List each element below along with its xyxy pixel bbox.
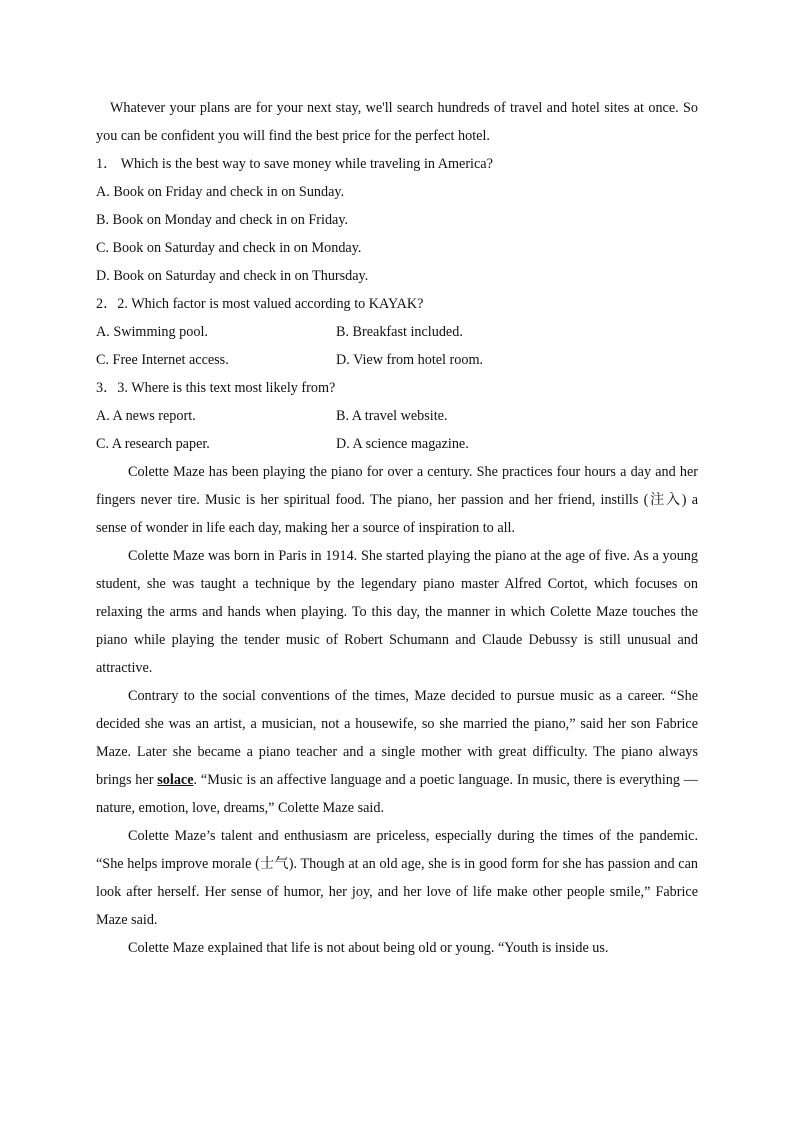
question-1-option-c: C. Book on Saturday and check in on Monday. — [96, 240, 362, 256]
question-1-option-a: A. Book on Friday and check in on Sunday. — [96, 184, 345, 200]
question-3-options-row-2 — [96, 430, 698, 458]
question-3-option-a: A. A news report. — [96, 408, 196, 424]
question-2-options-row-1 — [96, 318, 698, 346]
question-2-options-row-2 — [96, 346, 698, 374]
document-page — [96, 94, 698, 962]
intro-paragraph: Whatever your plans are for your next stay, we'll search hundreds of travel and hotel sites at once. So you can be confident you will find the best price for the perfect hotel. — [96, 100, 698, 144]
question-2-stem: 2．2. Which factor is most valued according to KAYAK? — [96, 296, 424, 312]
question-3-option-b: B. A travel website. — [336, 408, 448, 424]
question-1-option-d: D. Book on Saturday and check in on Thursday. — [96, 268, 369, 284]
question-3-options-row-1 — [96, 402, 698, 430]
passage-paragraph-5: Colette Maze explained that life is not about being old or young. “Youth is inside us. — [128, 940, 609, 956]
question-3-stem: 3．3. Where is this text most likely from? — [96, 380, 336, 396]
question-2-option-c: C. Free Internet access. — [96, 352, 229, 368]
question-3-option-c: C. A research paper. — [96, 436, 210, 452]
question-2-option-a: A. Swimming pool. — [96, 324, 208, 340]
paragraph-3-text-after: . “Music is an affective language and a poetic language. In music, there is everything —nature, emotion, love, dreams,” Colette Maze said. — [96, 772, 698, 816]
passage-paragraph-2: Colette Maze was born in Paris in 1914. She started playing the piano at the age of five. As a young student, she was taught a technique by the legendary piano master Alfred Cortot, which focuses on relaxing the arms and hands when playing. To this day, the manner in which Colette Maze touches the piano while playing the tender music of Robert Schumann and Claude Debussy is still unusual and attractive. — [96, 548, 698, 676]
question-2-option-b: B. Breakfast included. — [336, 324, 463, 340]
question-2 — [96, 290, 698, 374]
question-1-stem: 1． Which is the best way to save money while traveling in America? — [96, 156, 493, 172]
question-2-option-d: D. View from hotel room. — [336, 352, 484, 368]
question-3 — [96, 374, 698, 458]
question-1 — [96, 150, 698, 290]
passage-paragraph-1: Colette Maze has been playing the piano for over a century. She practices four hours a day and her fingers never tire. Music is her spiritual food. The piano, her passion and her friend, instills (注入) a sense of wonder in life each day, making her a source of inspiration to all. — [96, 464, 698, 536]
passage-paragraph-4: Colette Maze’s talent and enthusiasm are priceless, especially during the times of the pandemic. “She helps improve morale (士气). Though at an old age, she is in good form for she has passion and can look after herself. Her sense of humor, her joy, and her love of life make other people smile,” Fabrice Maze said. — [96, 828, 698, 928]
question-1-option-b: B. Book on Monday and check in on Friday. — [96, 212, 349, 228]
paragraph-3-text-before: Contrary to the social conventions of the times, Maze decided to pursue music as a career. “She decided she was an artist, a musician, not a housewife, so she married the piano,” said her son Fabrice Maze. Later she became a piano teacher and a single mother with great difficulty. The piano always brings her — [96, 688, 698, 788]
passage-paragraph-3 — [96, 682, 698, 822]
highlighted-word-solace: solace — [157, 772, 194, 788]
question-3-option-d: D. A science magazine. — [336, 436, 469, 452]
